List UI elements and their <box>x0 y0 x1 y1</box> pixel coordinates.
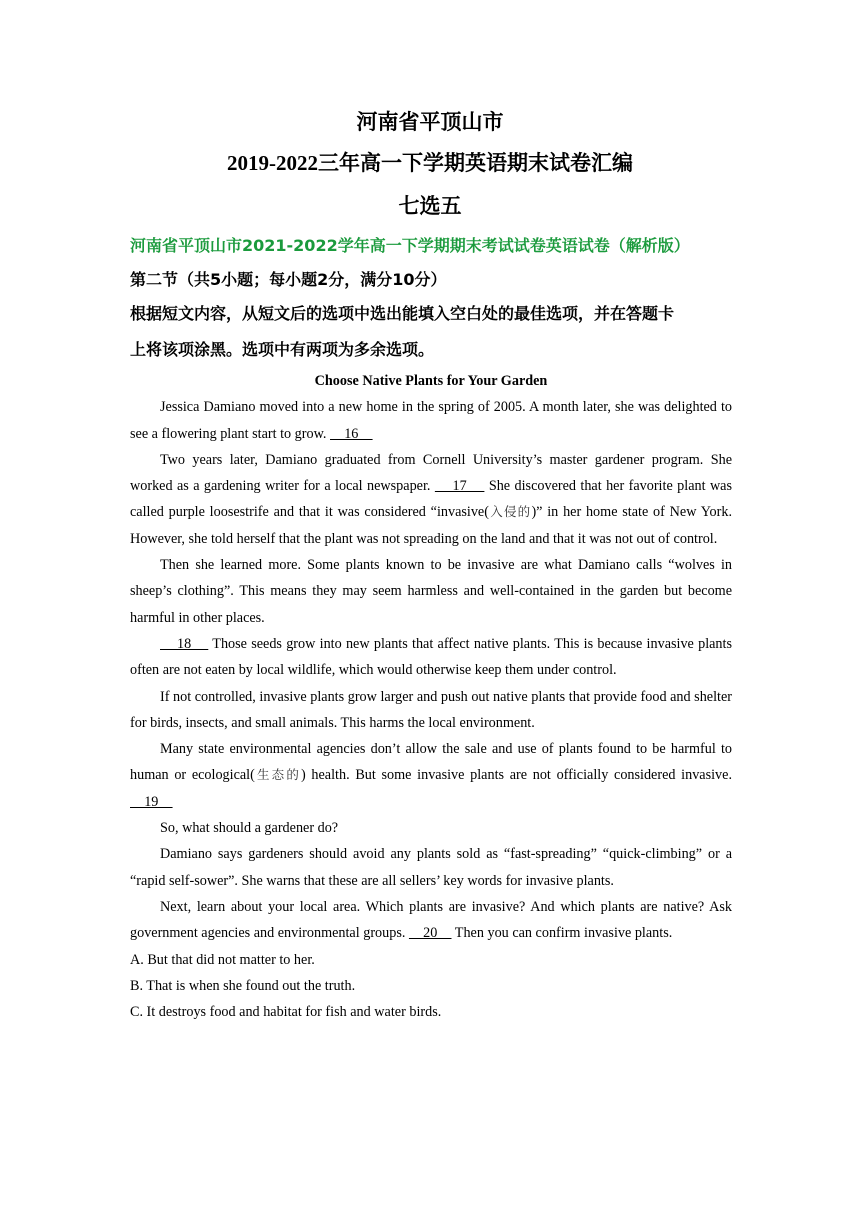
paragraph-4-text: Those seeds grow into new plants that affect native plants. This is because invasive plants often are not eaten by local wildlife, which would otherwise keep them under control. <box>130 635 732 679</box>
paragraph-2-text-b: She discovered that her favorite plant was called purple loosestrife and that it was considered “invasive( <box>130 478 733 521</box>
paragraph-2 <box>130 447 732 552</box>
paragraph-1 <box>130 394 732 447</box>
gloss-invasive: 入侵的 <box>488 504 532 520</box>
heading-region: 河南省平顶山市 <box>356 110 504 134</box>
paragraph-9-text-a: Next, learn about your local area. Which plants are invasive? And which plants are native? Ask government agencies and environmental groups. <box>130 898 732 942</box>
blank-19: 19 <box>130 793 173 810</box>
gloss-ecological: 生态的 <box>254 767 301 783</box>
paragraph-9-text-b: Then you can confirm invasive plants. <box>451 925 673 942</box>
paragraph-6-text-b: ) health. But some invasive plants are not officially considered invasive. <box>300 767 732 784</box>
article <box>130 368 732 1025</box>
paragraph-8: Damiano says gardeners should avoid any plants sold as “fast-spreading” “quick-climbing” or a “rapid self-sower”. She warns that these are all sellers’ key words for invasive plants. <box>130 846 732 889</box>
blank-16: 16 <box>330 425 373 442</box>
paragraph-2-text-a: Two years later, Damiano graduated from Cornell University’s master gardener program. She worked as a gardening writer for a local newspaper. <box>130 451 732 495</box>
heading-exam-collection: 2019-2022三年高一下学期英语期末试卷汇编 <box>227 151 633 175</box>
paragraph-2-text-c: )” in her home state of New York. However, she told herself that the plant was not spreading on the land and that it was not out of control. <box>130 504 732 547</box>
paragraph-6-text-a: Many state environmental agencies don’t allow the sale and use of plants found to be harmful to human or ecological( <box>130 741 732 784</box>
instructions-line-1: 根据短文内容，从短文后的选项中选出能填入空白处的最佳选项，并在答题卡 <box>130 304 675 323</box>
blank-20: 20 <box>408 925 452 942</box>
blank-17: 17 <box>434 478 485 495</box>
blank-18: 18 <box>160 635 209 652</box>
instructions-line-2: 上将该项涂黑。选项中有两项为多余选项。 <box>130 340 435 359</box>
paragraph-4 <box>130 631 732 684</box>
paragraph-7: So, what should a gardener do? <box>160 820 339 837</box>
option-c: C. It destroys food and habitat for fish and water birds. <box>130 1004 442 1021</box>
paragraph-5: If not controlled, invasive plants grow larger and push out native plants that provide food and shelter for birds, insects, and small animals. This harms the local environment. <box>130 688 732 731</box>
source-title: 河南省平顶山市2021-2022学年高一下学期期末考试试卷英语试卷（解析版） <box>130 236 690 255</box>
paragraph-1-text: Jessica Damiano moved into a new home in the spring of 2005. A month later, she was delighted to see a flowering plant start to grow. <box>130 399 732 442</box>
section-heading: 第二节（共5小题；每小题2分，满分10分） <box>130 270 447 289</box>
option-b: B. That is when she found out the truth. <box>130 977 356 994</box>
heading-question-type: 七选五 <box>398 194 462 218</box>
paragraph-6 <box>130 736 732 815</box>
option-a: A. But that did not matter to her. <box>130 951 315 968</box>
paragraph-3: Then she learned more. Some plants known to be invasive are what Damiano calls “wolves in sheep’s clothing”. This means they may seem harmless and well-contained in the garden but become harmful in other places. <box>130 557 732 626</box>
article-title: Choose Native Plants for Your Garden <box>314 373 548 389</box>
paragraph-9 <box>130 894 732 947</box>
